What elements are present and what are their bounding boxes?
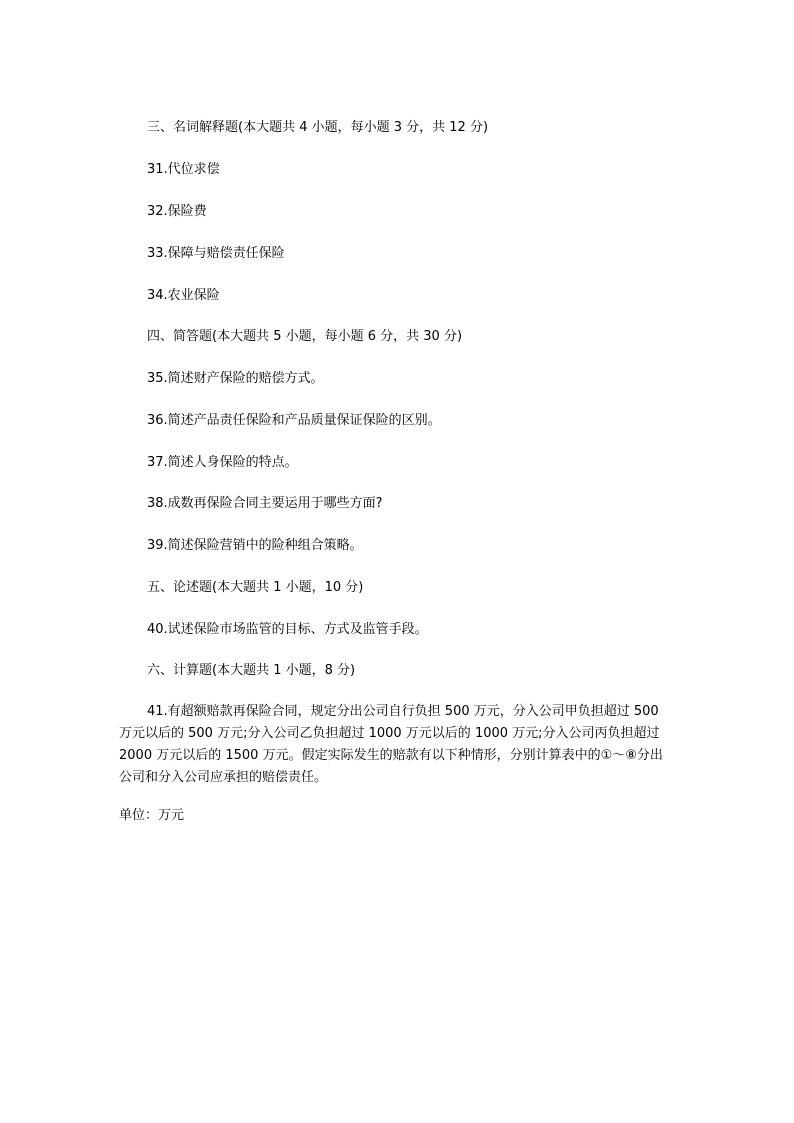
question-35: 35.简述财产保险的赔偿方式。 bbox=[147, 371, 324, 386]
question-38: 38.成数再保险合同主要运用于哪些方面? bbox=[147, 496, 383, 511]
section-heading-4: 四、简答题(本大题共 5 小题，每小题 6 分，共 30 分) bbox=[147, 329, 463, 344]
question-40: 40.试述保险市场监管的目标、方式及监管手段。 bbox=[147, 622, 428, 637]
question-39: 39.简述保险营销中的险种组合策略。 bbox=[147, 538, 363, 553]
question-33: 33.保障与赔偿责任保险 bbox=[147, 246, 285, 261]
question-32: 32.保险费 bbox=[147, 204, 207, 219]
question-37: 37.简述人身保险的特点。 bbox=[147, 455, 298, 470]
question-31: 31.代位求偿 bbox=[147, 162, 220, 177]
section-heading-3: 三、名词解释题(本大题共 4 小题，每小题 3 分，共 12 分) bbox=[147, 120, 489, 135]
section-heading-6: 六、计算题(本大题共 1 小题，8 分) bbox=[147, 663, 356, 678]
question-34: 34.农业保险 bbox=[147, 288, 220, 303]
question-36: 36.简述产品责任保险和产品质量保证保险的区别。 bbox=[147, 413, 441, 428]
question-41: 41.有超额赔款再保险合同，规定分出公司自行负担 500 万元，分入公司甲负担超过 500 万元以后的 500 万元;分入公司乙负担超过 1000 万元以后的 1000 万元;分入公司丙负担超过 2000 万元以后的 1500 万元。假定实际发生的赔款有以下种情形，分别计算表中的①～⑧分出公司和分入公司应承担的赔偿责任。 bbox=[119, 704, 663, 785]
section-heading-5: 五、论述题(本大题共 1 小题，10 分) bbox=[147, 580, 364, 595]
unit-label: 单位：万元 bbox=[119, 808, 185, 823]
